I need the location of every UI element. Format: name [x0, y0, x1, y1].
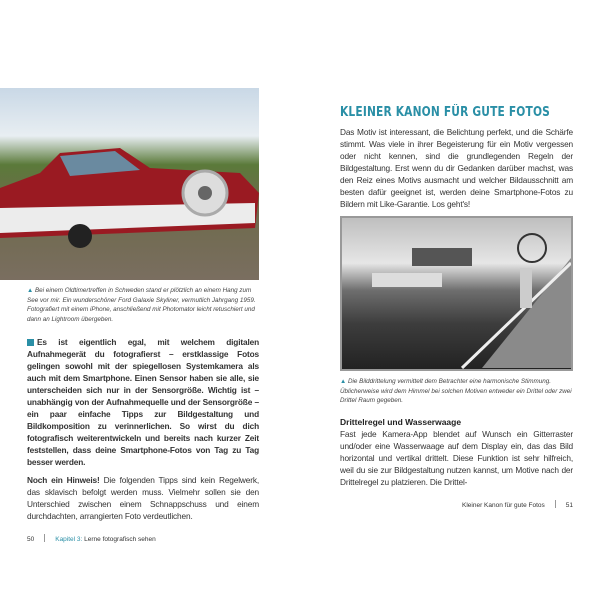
- chapter-label: Kapitel 3:: [55, 536, 83, 544]
- intro-paragraph: Das Motiv ist interessant, die Belichtung perfekt, und die Schärfe stimmt. Was viele in ihrer Begeisterung für ein Motiv vergessen oder nicht kennen, sind die grundlegenden Regeln der Bildgestaltung. Erst wenn du dir Gedanken darüber machst, was den Reiz eines Motivs ausmacht und welcher Bildausschnitt am besten dafür geeignet ist, werden deine Smartphone-Fotos zu Bildern mit Like-Garantie. Los geht's!: [340, 127, 573, 209]
- divider: [44, 534, 45, 542]
- lead-paragraph: [27, 336, 259, 468]
- note-text: Die folgenden Tipps sind kein Regelwerk, das sklavisch befolgt werden muss. Vielmehr sollen sie den Unterschied zwischen einem Schnappschuss und einem durchdachten, arrangierten Foto verdeutlichen.: [27, 475, 259, 522]
- car-illustration: [0, 148, 259, 248]
- caption-triangle-icon: ▲: [340, 378, 348, 385]
- chapter-title: Lerne fotografisch sehen: [82, 536, 156, 544]
- note-label: Noch ein Hinweis!: [27, 475, 100, 486]
- left-footer: [27, 534, 259, 545]
- right-page: [340, 0, 573, 511]
- divider: [555, 500, 556, 508]
- harbor-illustration: [342, 218, 571, 369]
- page-number-right: 51: [565, 501, 573, 509]
- caption-triangle-icon: ▲: [27, 287, 35, 294]
- caption-text: Bei einem Oldtimertreffen in Schweden stand er plötzlich an einem Hang zum See vor mir. Ein wunderschöner Ford Galaxie Skyliner, vermutlich Jahrgang 1959. Fotografiert mit einem iPhone, anschließend mit Photomator leicht retuschiert und dann an Lightroom übergeben.: [27, 287, 256, 323]
- lead-text: Es ist eigentlich egal, mit welchem digitalen Aufnahmegerät du fotografierst – erstklassige Fotos gelingen sowohl mit der spiegellosen Systemkamera als auch mit dem Smartphone. Einen Sensor haben sie alle, sie unterscheiden sich nur in der Sensorgröße. Wichtig ist – unabhängig von der Aufnahmequelle und der Sensorgröße – ein paar einfache Tipps zur Bildgestaltung und Bildkomposition zu verinnerlichen. So wirst du dich fotografisch weiterentwickeln und bereits nach kurzer Zeit feststellen, dass deine Smartphone-Fotos von Tag zu Tag besser werden.: [27, 337, 259, 468]
- note-paragraph: [27, 474, 259, 522]
- right-footer: [462, 500, 573, 511]
- car-photo-caption: [27, 286, 259, 324]
- running-head: Kleiner Kanon für gute Fotos: [462, 501, 545, 509]
- page-number-left: 50: [27, 536, 35, 544]
- classic-car-photo: [0, 88, 259, 280]
- harbor-photo-caption: [340, 377, 573, 406]
- caption-text: Die Bilddrittelung vermittelt dem Betrachter eine harmonische Stimmung. Üblicherweise wird dem Himmel bei solchen Motiven entweder ein Drittel oder zwei Drittel Raum gegeben.: [340, 378, 572, 405]
- square-bullet-icon: [27, 339, 34, 346]
- harbor-photo: [340, 216, 573, 371]
- left-page: [27, 0, 259, 545]
- page-title: KLEINER KANON FÜR GUTE FOTOS: [340, 105, 551, 120]
- section-heading: Drittelregel und Wasserwaage: [340, 416, 462, 427]
- section-paragraph: Fast jede Kamera-App blendet auf Wunsch ein Gitterraster und/oder eine Wasserwaage auf dem Display ein, das das Bild horizontal und vertikal drittelt. Diese Funktion ist sehr hilfreich, weil du sie zur Bildgestaltung nutzen kannst, um Motive nach der Drittelregel zu platzieren. Die Drittel-: [340, 428, 573, 487]
